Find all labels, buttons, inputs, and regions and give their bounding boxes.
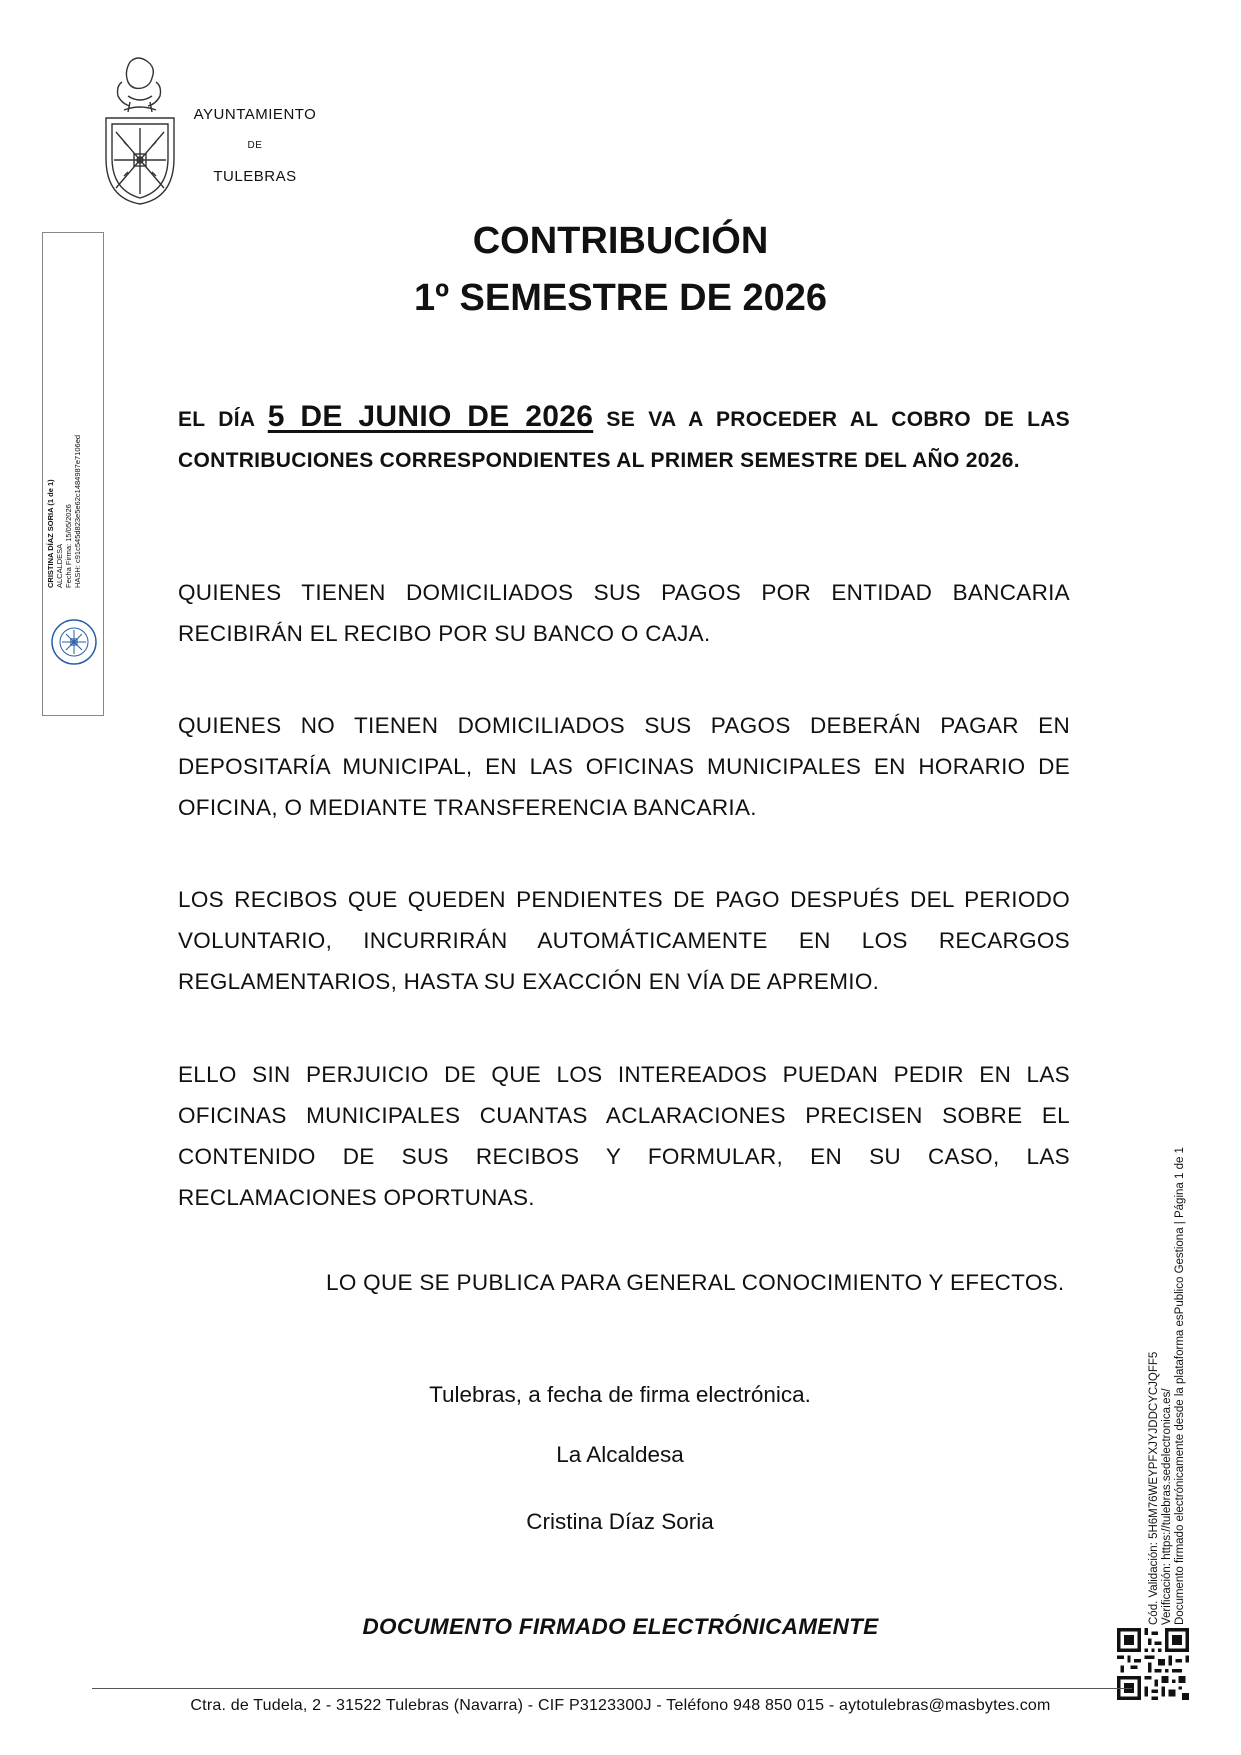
municipality-name-line2: DE bbox=[247, 140, 263, 151]
municipal-crest-logo bbox=[100, 52, 178, 207]
signature-details bbox=[46, 435, 82, 588]
signature-signer: CRISTINA DÍAZ SORIA (1 de 1) bbox=[46, 479, 55, 588]
paragraph-clarifications: ELLO SIN PERJUICIO DE QUE LOS INTEREADOS PUEDAN PEDIR EN LAS OFICINAS MUNICIPALES CUANTAS ACLARACIONES PRECISEN SOBRE EL CONTENIDO DE SUS RECIBOS Y FORMULAR, EN SU CASO, LAS RECLAMACIONES OPORTUNAS. bbox=[178, 1062, 1070, 1210]
municipal-seal-stamp bbox=[50, 618, 98, 666]
paragraph-direct-debit: QUIENES TIENEN DOMICILIADOS SUS PAGOS POR ENTIDAD BANCARIA RECIBIRÁN EL RECIBO POR SU BANCO O CAJA. bbox=[178, 580, 1070, 646]
electronic-signature-notice: DOCUMENTO FIRMADO ELECTRÓNICAMENTE bbox=[362, 1614, 879, 1639]
municipality-name-line3: TULEBRAS bbox=[213, 168, 297, 185]
document-title: CONTRIBUCIÓN bbox=[472, 220, 769, 262]
collection-date: 5 DE JUNIO DE 2026 bbox=[267, 400, 594, 433]
signer-role: La Alcaldesa bbox=[556, 1442, 684, 1467]
platform-note: Documento firmado electrónicamente desde la plataforma esPublico Gestiona | Página 1 de 1 bbox=[1174, 1147, 1186, 1625]
verification-text bbox=[1148, 1147, 1187, 1625]
p1-rest: SE VA A PROCEDER AL COBRO DE LAS CONTRIBUCIONES CORRESPONDIENTES AL PRIMER SEMESTRE DEL AÑO 2026. bbox=[178, 408, 1070, 472]
paragraph-publication: LO QUE SE PUBLICA PARA GENERAL CONOCIMIENTO Y EFECTOS. bbox=[326, 1270, 1065, 1295]
signature-date: Fecha Firma: 15/05/2026 bbox=[64, 504, 73, 588]
qr-code bbox=[1117, 1628, 1189, 1700]
signature-hash: HASH: c91c545d823e5e62c1484987e7106ed bbox=[73, 434, 82, 588]
place-date-line: Tulebras, a fecha de firma electrónica. bbox=[429, 1382, 811, 1407]
footer-divider bbox=[92, 1688, 1132, 1689]
p1-prefix: EL DÍA bbox=[178, 408, 255, 431]
signer-name: Cristina Díaz Soria bbox=[526, 1509, 714, 1534]
signature-role: ALCALDESA bbox=[55, 543, 64, 588]
document-subtitle: 1º SEMESTRE DE 2026 bbox=[413, 277, 828, 319]
footer-address: Ctra. de Tudela, 2 - 31522 Tulebras (Navarra) - CIF P3123300J - Teléfono 948 850 015 - aytotulebras@masbytes.com bbox=[190, 1697, 1051, 1714]
verification-url: Verificación: https://tulebras.sedelectronica.es/ bbox=[1161, 1388, 1173, 1625]
municipality-name-line1: AYUNTAMIENTO bbox=[193, 106, 317, 123]
paragraph-surcharges: LOS RECIBOS QUE QUEDEN PENDIENTES DE PAGO DESPUÉS DEL PERIODO VOLUNTARIO, INCURRIRÁN AUTOMÁTICAMENTE EN LOS RECARGOS REGLAMENTARIOS, HASTA SU EXACCIÓN EN VÍA DE APREMIO. bbox=[178, 887, 1070, 994]
validation-code: Cód. Validación: 5H6M76WEYPFXJYJDDCYCJQFF5 bbox=[1148, 1351, 1160, 1625]
paragraph-no-direct-debit: QUIENES NO TIENEN DOMICILIADOS SUS PAGOS DEBERÁN PAGAR EN DEPOSITARÍA MUNICIPAL, EN LAS OFICINAS MUNICIPALES EN HORARIO DE OFICINA, O MEDIANTE TRANSFERENCIA BANCARIA. bbox=[178, 713, 1070, 820]
paragraph-collection-date bbox=[178, 396, 1070, 481]
